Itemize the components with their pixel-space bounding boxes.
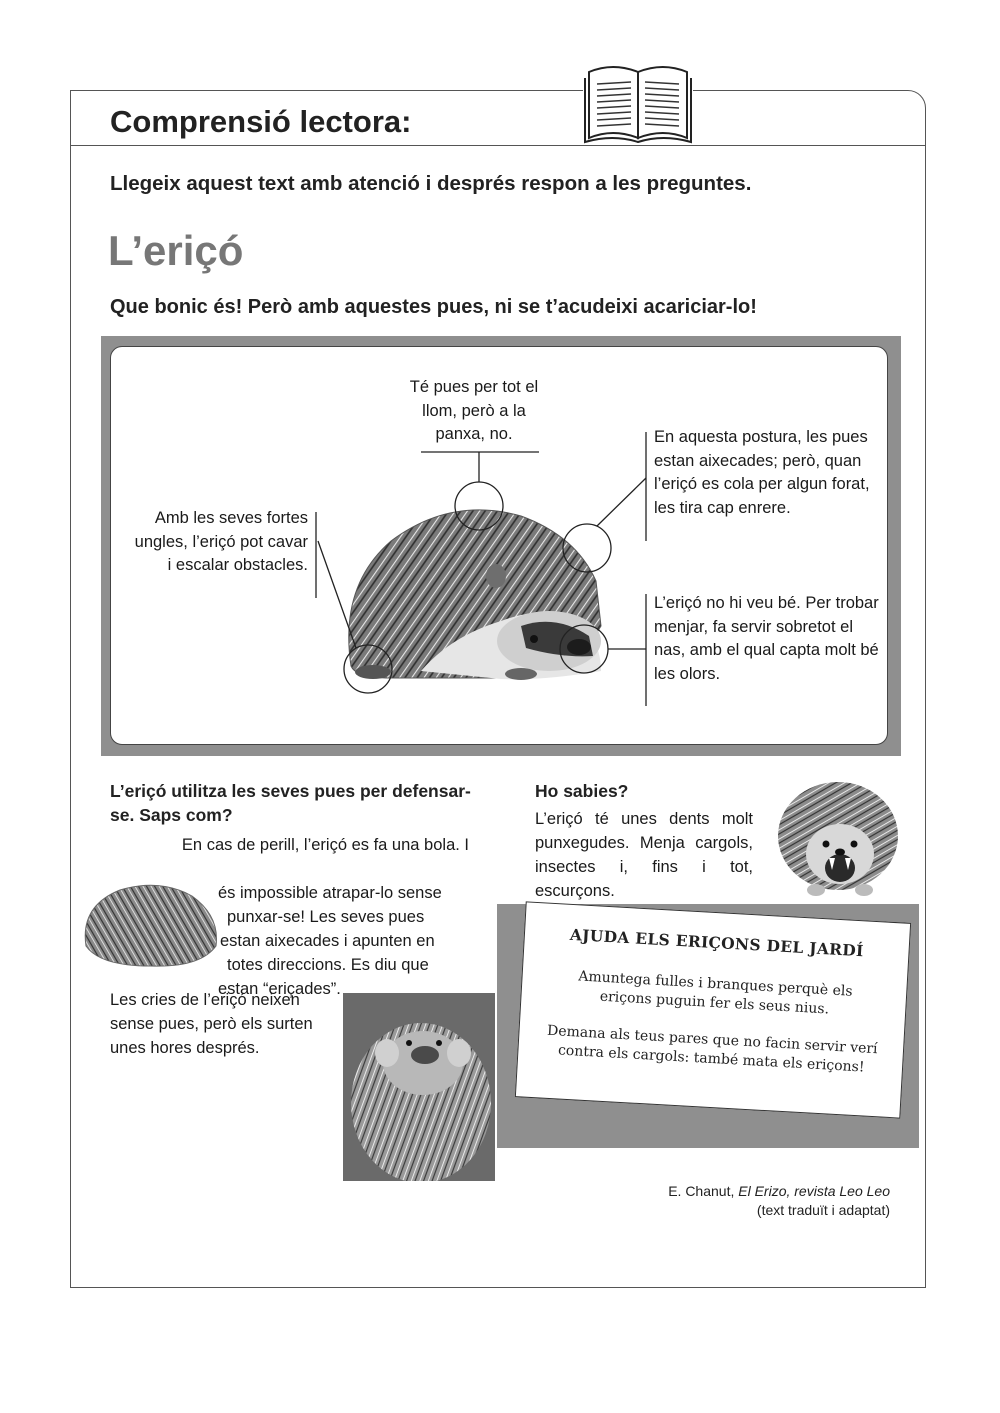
credit-note: (text traduït i adaptat) bbox=[756, 1202, 890, 1218]
did-you-know-heading: Ho sabies? bbox=[535, 781, 629, 801]
defense-line-1: En cas de perill, l’eriçó es fa una bola. I bbox=[181, 836, 469, 854]
credit-work: El Erizo, revista Leo Leo bbox=[738, 1183, 890, 1199]
callout-spines: Té pues per tot el llom, però a la panxa, no. bbox=[409, 378, 539, 443]
hedgehog-teeth-photo bbox=[772, 778, 902, 908]
page-title: Comprensió lectora: bbox=[110, 104, 412, 139]
rolled-hedgehog-image bbox=[80, 876, 222, 970]
baby-hedgehog-photo bbox=[343, 993, 495, 1181]
defense-paragraph bbox=[218, 881, 470, 1001]
defense-line: és impossible atrapar-lo sense bbox=[218, 884, 442, 902]
credit-author: E. Chanut, bbox=[668, 1183, 739, 1199]
open-book-icon bbox=[583, 58, 693, 144]
defense-line: estan aixecades i apunten en bbox=[220, 932, 435, 950]
tip-paragraph-poison: Demana als teus pares que no facin servir verí contra els cargols: també mata els eriçons! bbox=[546, 1022, 878, 1076]
story-title: L’eriçó bbox=[108, 227, 244, 274]
did-you-know-text: L’eriçó té unes dents molt punxegudes. Menja cargols, insectes i, fins i tot, escurçons. bbox=[535, 810, 753, 900]
callout-claws: Amb les seves fortes ungles, l’eriçó pot cavar i escalar obstacles. bbox=[134, 509, 308, 574]
defense-line: punxar-se! Les seves pues bbox=[227, 908, 425, 926]
babies-paragraph: Les cries de l’eriçó neixen sense pues, però els surten unes hores després. bbox=[110, 991, 313, 1057]
tip-title: AJUDA ELS ERIÇONS DEL JARDÍ bbox=[569, 924, 865, 961]
instructions: Llegeix aquest text amb atenció i després respon a les preguntes. bbox=[110, 172, 752, 195]
source-credit bbox=[560, 1182, 890, 1220]
story-subtitle: Que bonic és! Però amb aquestes pues, ni se t’acudeixi acariciar-lo! bbox=[110, 296, 757, 318]
defense-line: estan “eriçades”. bbox=[218, 980, 341, 998]
defense-heading: L’eriçó utilitza les seves pues per defensar-se. Saps com? bbox=[110, 781, 471, 825]
callout-nose: L’eriçó no hi veu bé. Per trobar menjar, fa servir sobretot el nas, amb el qual capta molt bé les olors. bbox=[654, 594, 879, 683]
header-divider bbox=[70, 145, 926, 146]
defense-line: totes direccions. Es diu que bbox=[227, 956, 429, 974]
tip-paragraph-leaves: Amuntega fulles i branques perquè els eriçons puguin fer els seus nius. bbox=[577, 968, 853, 1018]
callout-posture: En aquesta postura, les pues estan aixecades; però, quan l’eriçó es cola per algun forat, les tira cap enrere. bbox=[654, 428, 870, 517]
garden-tip-card bbox=[515, 901, 911, 1118]
